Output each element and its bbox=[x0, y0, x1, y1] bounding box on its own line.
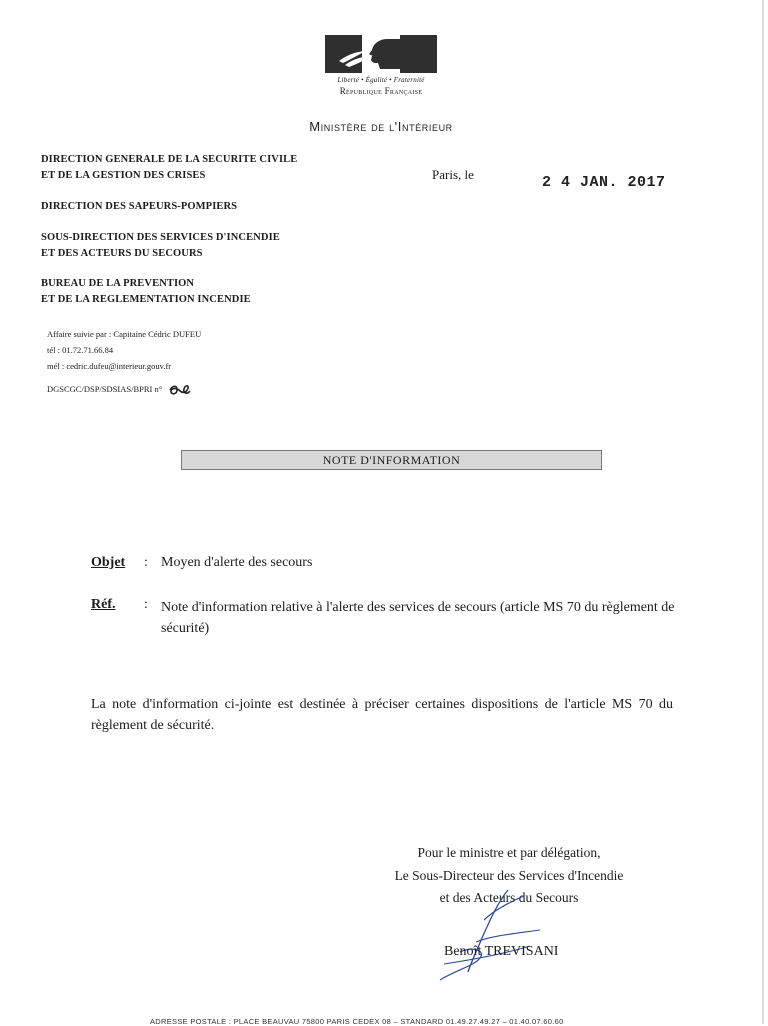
signature-line-1: Pour le ministre et par délégation, bbox=[417, 845, 601, 860]
republique-francaise-label: République Française bbox=[339, 86, 423, 96]
direction-generale-line: ET DE LA GESTION DES CRISES bbox=[41, 170, 206, 181]
contact-phone: tél : 01.72.71.66.84 bbox=[47, 345, 114, 355]
reference-number bbox=[47, 382, 192, 398]
marianne-profile-icon bbox=[325, 35, 437, 73]
ministry-name: Ministère de l'Intérieur bbox=[309, 119, 453, 134]
sous-direction-line: SOUS-DIRECTION DES SERVICES D'INCENDIE bbox=[41, 232, 280, 243]
direction-sapeurs-label: DIRECTION DES SAPEURS-POMPIERS bbox=[41, 201, 238, 212]
bureau-line: BUREAU DE LA PREVENTION bbox=[41, 278, 195, 289]
page-edge bbox=[762, 0, 764, 1024]
direction-sapeurs-pompiers bbox=[41, 199, 237, 215]
note-title: NOTE D'INFORMATION bbox=[181, 450, 602, 470]
bureau bbox=[41, 276, 251, 308]
contact-block bbox=[47, 326, 201, 374]
sous-direction-line: ET DES ACTEURS DU SECOURS bbox=[41, 248, 203, 259]
ref-text: Note d'information relative à l'alerte des services de secours (article MS 70 du règlement de sécurité) bbox=[161, 600, 675, 636]
signature-line-3: et des Acteurs du Secours bbox=[439, 890, 579, 905]
direction-generale bbox=[41, 152, 297, 184]
contact-email: mél : cedric.dufeu@interieur.gouv.fr bbox=[47, 361, 172, 371]
republic-motto: Liberté • Égalité • Fraternité bbox=[337, 76, 425, 84]
contact-person: Affaire suivie par : Capitaine Cédric DUFEU bbox=[47, 329, 202, 339]
objet-label: Objet bbox=[91, 555, 126, 570]
handwritten-number-icon bbox=[168, 382, 192, 398]
footer-address: ADRESSE POSTALE : PLACE BEAUVAU 75800 PARIS CEDEX 08 – STANDARD 01.49.27.49.27 – 01.40.07.60.60 bbox=[150, 1017, 564, 1026]
sous-direction bbox=[41, 230, 280, 262]
marianne-logo bbox=[325, 35, 437, 73]
objet-text: Moyen d'alerte des secours bbox=[161, 555, 313, 570]
signature-line-2: Le Sous-Directeur des Services d'Incendie bbox=[394, 867, 624, 883]
bureau-line: ET DE LA REGLEMENTATION INCENDIE bbox=[41, 294, 251, 305]
body-paragraph: La note d'information ci-jointe est destinée à préciser certaines dispositions de l'article MS 70 du règlement de sécurité. bbox=[91, 697, 673, 733]
handwritten-signature bbox=[420, 880, 560, 990]
ref-label: Réf. bbox=[91, 597, 116, 612]
reference-prefix: DGSCGC/DSP/SDSIAS/BPRI n° bbox=[47, 383, 163, 394]
date-stamp: 2 4 JAN. 2017 bbox=[542, 174, 666, 191]
direction-generale-line: DIRECTION GENERALE DE LA SECURITE CIVILE bbox=[41, 154, 298, 165]
ref-colon: : bbox=[144, 597, 148, 612]
signatory-name: Benoît TREVISANI bbox=[444, 944, 559, 959]
place-label: Paris, le bbox=[432, 167, 474, 182]
objet-colon: : bbox=[144, 555, 148, 570]
